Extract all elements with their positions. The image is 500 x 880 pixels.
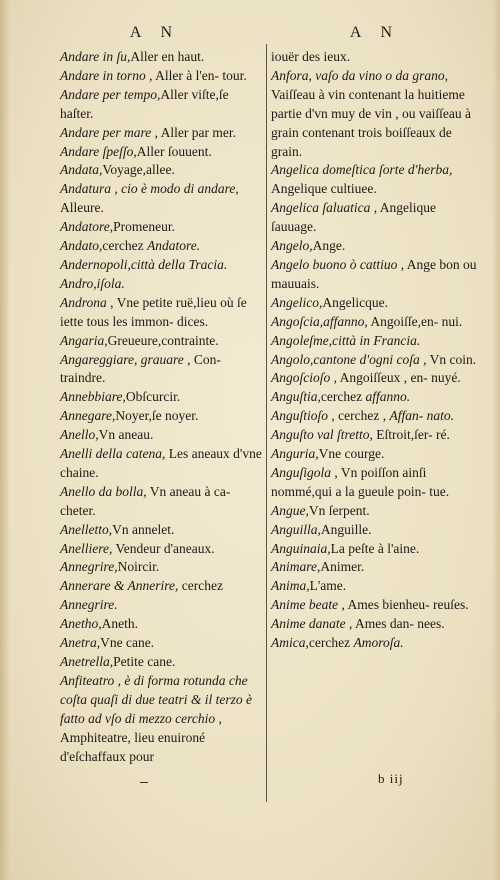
dictionary-entry: [271, 445, 477, 464]
definition: L'ame.: [309, 578, 347, 594]
definition: Aller viſte,ſe haſter.: [60, 86, 229, 121]
headword: Anfora, vaſo da vino o da grano,: [271, 67, 448, 83]
headword: Andare in ſu,: [60, 49, 131, 64]
definition: cerchez: [320, 389, 366, 405]
definition: Aneth.: [101, 616, 138, 632]
dictionary-entry: [271, 502, 477, 521]
definition: Promeneur.: [113, 219, 175, 235]
definition: iouër des ieux.: [271, 49, 351, 64]
dictionary-entry: [60, 237, 265, 256]
dictionary-entry: [60, 332, 265, 351]
definition: Obſcurcir.: [125, 389, 181, 405]
headword: Anetho,: [60, 616, 102, 632]
headword: Andare per mare: [60, 124, 152, 140]
dictionary-entry: [271, 577, 477, 596]
signature-mark: b iij: [378, 771, 404, 786]
definition: Angoiſſe,en- nui.: [367, 313, 463, 329]
headword: Anime danate: [271, 616, 346, 632]
dictionary-entry: [271, 369, 477, 388]
dictionary-entry: [60, 672, 265, 767]
definition: , Vne petite ruë,lieu où ſe iette tous les immon- dices.: [60, 294, 247, 329]
running-header-right: A N: [349, 24, 401, 41]
headword: Angue,: [271, 502, 309, 518]
dictionary-entry: [60, 483, 265, 521]
definition: Noircir.: [117, 559, 160, 575]
headword: Anetra,: [60, 635, 101, 651]
headword: Angelica domeſtica ſorte d'herba,: [271, 162, 453, 178]
headword: Andernopoli,città della Tracia.: [60, 256, 228, 272]
headword: Anguria,: [271, 446, 319, 462]
dictionary-entry: [60, 615, 265, 634]
dictionary-entry: [271, 407, 477, 426]
headword: Andata,: [60, 162, 103, 178]
headword: Andare in torno: [60, 67, 146, 83]
definition: Eſtroit,ſer- ré.: [372, 427, 450, 443]
catchword-dash: [140, 782, 148, 783]
dictionary-entry: [60, 218, 265, 237]
headword: Angoſcioſo: [271, 370, 331, 386]
dictionary-entry: [60, 388, 265, 407]
definition: , Aller à l'en- tour.: [145, 67, 247, 83]
dictionary-entry: [271, 540, 477, 559]
cross-reference: Affan- nato.: [389, 408, 454, 424]
headword: Anguinaia,: [271, 540, 331, 556]
definition: Anguille.: [320, 521, 372, 537]
cross-reference: Andatore.: [146, 238, 201, 254]
dictionary-entry: [271, 48, 477, 67]
definition: cerchez: [102, 238, 147, 254]
headword: Animare,: [271, 559, 321, 575]
dictionary-entry: [271, 426, 477, 445]
headword: Anelletto,: [60, 521, 113, 537]
dictionary-entry: [271, 256, 477, 294]
definition: , Amphiteatre, lieu enuironé d'eſchaffaux pour: [60, 710, 222, 764]
dictionary-entry: [271, 161, 477, 199]
headword: Anima,: [271, 578, 310, 594]
dictionary-entry: [60, 67, 265, 86]
headword: Andare per tempo,: [60, 86, 161, 102]
headword: Anelli della catena,: [60, 446, 166, 462]
running-header-left: A N: [129, 24, 181, 41]
definition: , Angelique ſauuage.: [271, 200, 436, 235]
headword: Anguſtia,: [271, 389, 321, 405]
headword: Anello da bolla,: [60, 483, 147, 499]
definition: Aller ſouuent.: [136, 143, 212, 159]
dictionary-entry: [271, 634, 477, 653]
dictionary-entry: [60, 540, 265, 559]
headword: Anguſigola: [271, 464, 331, 480]
dictionary-entry: [271, 199, 477, 237]
headword: Angoſcia,affanno,: [271, 313, 368, 329]
definition: Petite cane.: [113, 654, 176, 669]
headword: Anelliere,: [60, 540, 113, 556]
headword: Angelo,: [271, 238, 313, 254]
headword: Annerare & Annerire,: [60, 578, 179, 594]
headword: Andro,iſola.: [60, 275, 125, 291]
definition: cerchez: [308, 635, 354, 651]
dictionary-entry: [60, 161, 265, 180]
cross-reference: Amoroſa.: [353, 635, 404, 651]
definition: Angelique cultiuee.: [271, 181, 377, 197]
dictionary-entry: [60, 426, 265, 445]
headword: Anguilla,: [271, 521, 321, 537]
headword: Angareggiare, grauare: [60, 351, 184, 367]
definition: Vn annelet.: [112, 521, 175, 537]
dictionary-entry: [271, 596, 477, 615]
right-column: [271, 48, 477, 653]
dictionary-entry: [271, 294, 477, 313]
definition: Animer.: [320, 559, 365, 575]
headword: Anguſtioſo: [271, 408, 328, 424]
headword: Angolo,cantone d'ogni coſa: [271, 351, 420, 367]
definition: La peſte à l'aine.: [330, 540, 420, 556]
definition: Aller en haut.: [130, 49, 205, 64]
dictionary-entry: [271, 558, 477, 577]
dictionary-entry: [271, 521, 477, 540]
column-rule: [266, 44, 267, 802]
headword: Angoleſme,città in Francia.: [271, 332, 421, 348]
definition: Voyage,allee.: [102, 162, 175, 178]
headword: Andatura , cio è modo di andare,: [60, 181, 239, 197]
headword: Anello,: [60, 427, 99, 443]
definition: cerchez: [178, 578, 223, 594]
dictionary-entry: [60, 124, 265, 143]
dictionary-entry: [271, 313, 477, 332]
cross-reference: affanno.: [365, 389, 411, 405]
dictionary-entry: [60, 256, 265, 275]
definition: , Angoiſſeux , en- nuyé.: [330, 370, 461, 386]
dictionary-entry: [271, 464, 477, 502]
dictionary-entry: [60, 86, 265, 124]
dictionary-entry: [271, 67, 477, 162]
dictionary-entry: [60, 48, 265, 67]
definition: , Ames bienheu- reuſes.: [338, 597, 469, 613]
definition: , Ange bon ou mauuais.: [271, 256, 477, 291]
headword: Anguſto val ſtretto,: [271, 427, 373, 443]
dictionary-entry: [60, 653, 265, 672]
definition: Les aneaux d'vne chaine.: [60, 446, 262, 480]
dictionary-entry: [60, 558, 265, 577]
headword: Amica,: [271, 635, 309, 651]
headword: Angelica ſaluatica: [271, 200, 371, 216]
definition: , Aller par mer.: [151, 124, 236, 140]
headword: Andatore,: [60, 219, 114, 235]
headword: Angelo buono ò cattiuo: [271, 256, 398, 272]
dictionary-entry: [60, 143, 265, 162]
dictionary-entry: [60, 180, 265, 218]
cross-reference: Annegrire.: [60, 597, 118, 613]
headword: Angaria,: [60, 332, 108, 348]
definition: Noyer,ſe noyer.: [115, 408, 199, 424]
definition: Vendeur d'aneaux.: [112, 540, 215, 556]
definition: , Vn poiſſon ainſi nommé,qui a la gueule poin- tue.: [271, 464, 450, 499]
definition: Angelicque.: [322, 294, 388, 310]
definition: Vn aneau à ca- cheter.: [60, 483, 231, 518]
headword: Andare ſpeſſo,: [60, 143, 137, 159]
headword: Anfiteatro , è di forma rotunda che coſta quaſi di due teatri & il terzo è fatto ad vſo di mezzo cerchio: [60, 672, 252, 726]
dictionary-entry: [271, 388, 477, 407]
definition: Vn aneau.: [98, 427, 154, 443]
definition: , Con- traindre.: [60, 351, 221, 386]
definition: Alleure.: [60, 200, 104, 216]
dictionary-entry: [60, 521, 265, 540]
headword: Anime beate: [271, 597, 339, 613]
dictionary-entry: [271, 351, 477, 370]
definition: Vne courge.: [318, 446, 385, 462]
dictionary-entry: [271, 615, 477, 634]
definition: Vn ſerpent.: [308, 502, 370, 518]
headword: Annebbiare,: [60, 389, 126, 405]
definition: Vne cane.: [100, 635, 155, 651]
dictionary-entry: [60, 351, 265, 389]
headword: Annegrire,: [60, 559, 118, 575]
headword: Anetrella,: [60, 654, 114, 669]
dictionary-entry: [60, 294, 265, 332]
dictionary-entry: [271, 237, 477, 256]
definition: Vaiſſeau à vin contenant la huitieme partie d'vn muy de vin , ou vaiſſeau à grain contenant trois boiſſeaux de grain.: [271, 86, 472, 159]
definition: , Ames dan- nees.: [345, 616, 445, 632]
dictionary-entry: [60, 577, 265, 615]
headword: Androna: [60, 294, 107, 310]
dictionary-entry: [271, 332, 477, 351]
definition: Ange.: [312, 238, 346, 254]
headword: Andato,: [60, 238, 103, 254]
left-column: [60, 48, 265, 766]
definition: Greueure,contrainte.: [107, 332, 219, 348]
definition: , Vn coin.: [419, 351, 477, 367]
headword: Annegare,: [60, 408, 116, 424]
dictionary-entry: [60, 275, 265, 294]
definition: , cerchez ,: [328, 408, 390, 424]
headword: Angelico,: [271, 294, 323, 310]
dictionary-entry: [60, 445, 265, 483]
dictionary-entry: [60, 634, 265, 653]
dictionary-entry: [60, 407, 265, 426]
